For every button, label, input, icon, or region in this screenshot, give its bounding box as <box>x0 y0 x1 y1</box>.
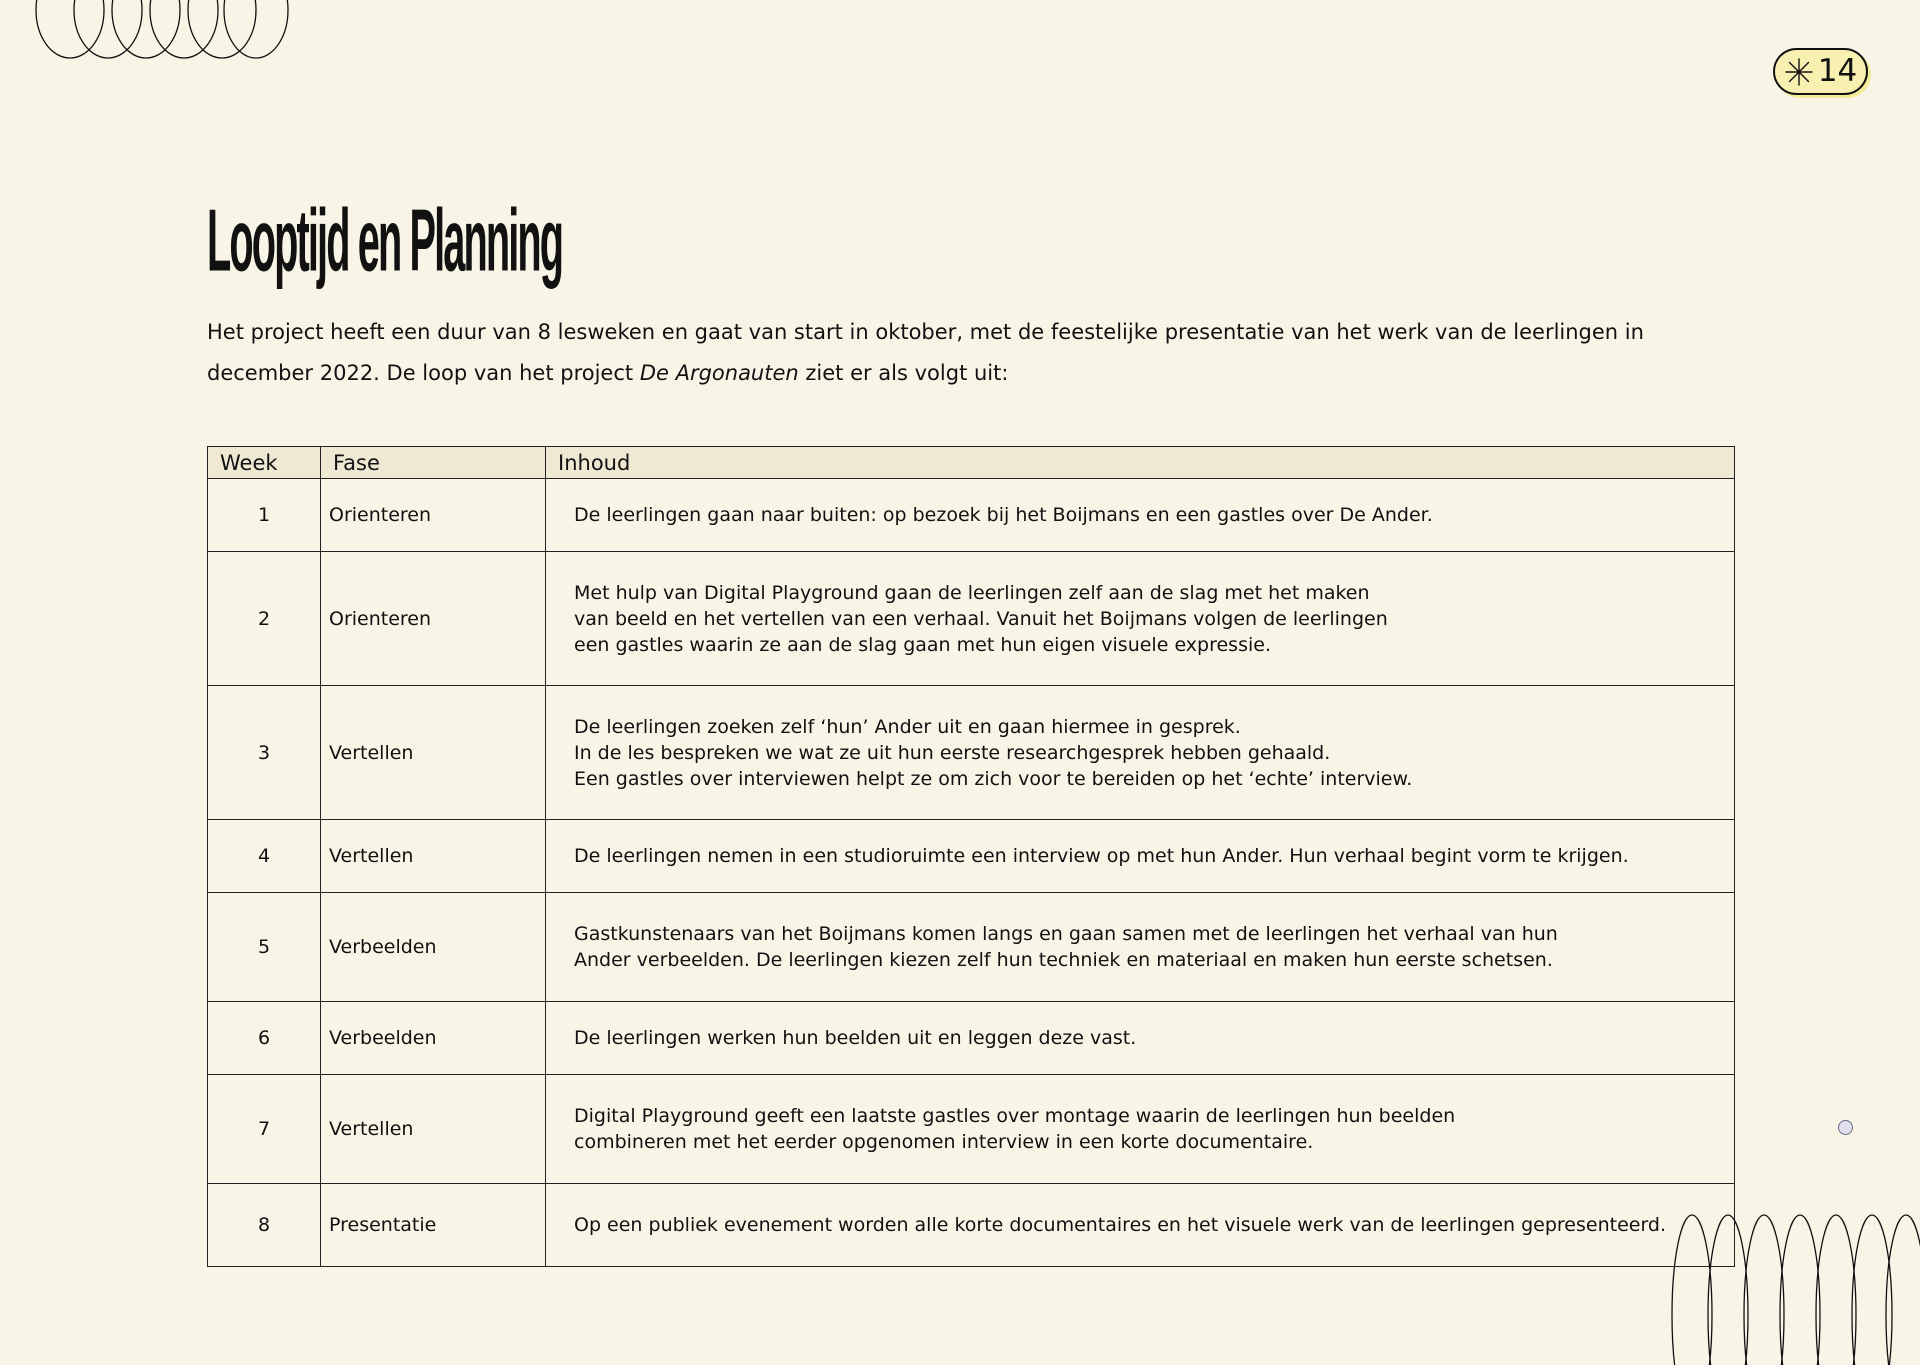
table-row <box>208 1184 1735 1267</box>
content-cell: De leerlingen nemen in een studioruimte een interview op met hun Ander. Hun verhaal begint vorm te krijgen. <box>546 820 1735 893</box>
planning-table <box>207 446 1735 1267</box>
phase-cell: Orienteren <box>321 479 546 552</box>
content-cell: Op een publiek evenement worden alle korte documentaires en het visuele werk van de leerlingen gepresenteerd. <box>546 1184 1735 1267</box>
column-header-content: Inhoud <box>546 447 1735 479</box>
week-cell: 8 <box>208 1184 321 1267</box>
project-name: De Argonauten <box>639 361 799 385</box>
top-loops-decoration <box>30 0 290 80</box>
page-title: Looptijd en Planning <box>207 190 563 290</box>
content-cell: De leerlingen gaan naar buiten: op bezoek bij het Boijmans en een gastles over De Ander. <box>546 479 1735 552</box>
table-row <box>208 552 1735 686</box>
content-cell: Met hulp van Digital Playground gaan de leerlingen zelf aan de slag met het maken van beeld en het vertellen van een verhaal. Vanuit het Boijmans volgen de leerlingen een gastles waarin ze aan de slag gaan met hun eigen visuele expressie. <box>546 552 1735 686</box>
table-row <box>208 1075 1735 1184</box>
table-row <box>208 479 1735 552</box>
page-number-badge <box>1773 48 1868 95</box>
content-cell: De leerlingen zoeken zelf ‘hun’ Ander uit en gaan hiermee in gesprek. In de les bespreken we wat ze uit hun eerste researchgesprek hebben gehaald. Een gastles over interviewen helpt ze om zich voor te bereiden op het ‘echte’ interview. <box>546 686 1735 820</box>
phase-cell: Vertellen <box>321 820 546 893</box>
dot-marker-icon <box>1838 1120 1853 1135</box>
table-row <box>208 893 1735 1002</box>
column-header-week: Week <box>208 447 321 479</box>
week-cell: 3 <box>208 686 321 820</box>
phase-cell: Vertellen <box>321 1075 546 1184</box>
content-cell: De leerlingen werken hun beelden uit en leggen deze vast. <box>546 1002 1735 1075</box>
table-row <box>208 1002 1735 1075</box>
table-row <box>208 820 1735 893</box>
page-number: 14 <box>1817 53 1858 89</box>
content-cell: Digital Playground geeft een laatste gastles over montage waarin de leerlingen hun beelden combineren met het eerder opgenomen interview in een korte documentaire. <box>546 1075 1735 1184</box>
week-cell: 6 <box>208 1002 321 1075</box>
intro-paragraph <box>207 312 1677 394</box>
week-cell: 5 <box>208 893 321 1002</box>
content-cell: Gastkunstenaars van het Boijmans komen langs en gaan samen met de leerlingen het verhaal van hun Ander verbeelden. De leerlingen kiezen zelf hun techniek en materiaal en maken hun eerste schetsen. <box>546 893 1735 1002</box>
intro-text-end: ziet er als volgt uit: <box>798 361 1009 385</box>
phase-cell: Presentatie <box>321 1184 546 1267</box>
column-header-phase: Fase <box>321 447 546 479</box>
week-cell: 4 <box>208 820 321 893</box>
week-cell: 7 <box>208 1075 321 1184</box>
bottom-loops-decoration <box>1670 1205 1920 1365</box>
phase-cell: Vertellen <box>321 686 546 820</box>
intro-text-start: Het project heeft een duur van 8 lesweken en gaat van start in oktober, met de feestelijke presentatie van het werk van de leerlingen in december 2022. De loop van het project <box>207 320 1644 385</box>
week-cell: 1 <box>208 479 321 552</box>
asterisk-star-icon <box>1784 57 1814 87</box>
week-cell: 2 <box>208 552 321 686</box>
phase-cell: Verbeelden <box>321 893 546 1002</box>
table-header-row <box>208 447 1735 479</box>
table-row <box>208 686 1735 820</box>
phase-cell: Orienteren <box>321 552 546 686</box>
phase-cell: Verbeelden <box>321 1002 546 1075</box>
